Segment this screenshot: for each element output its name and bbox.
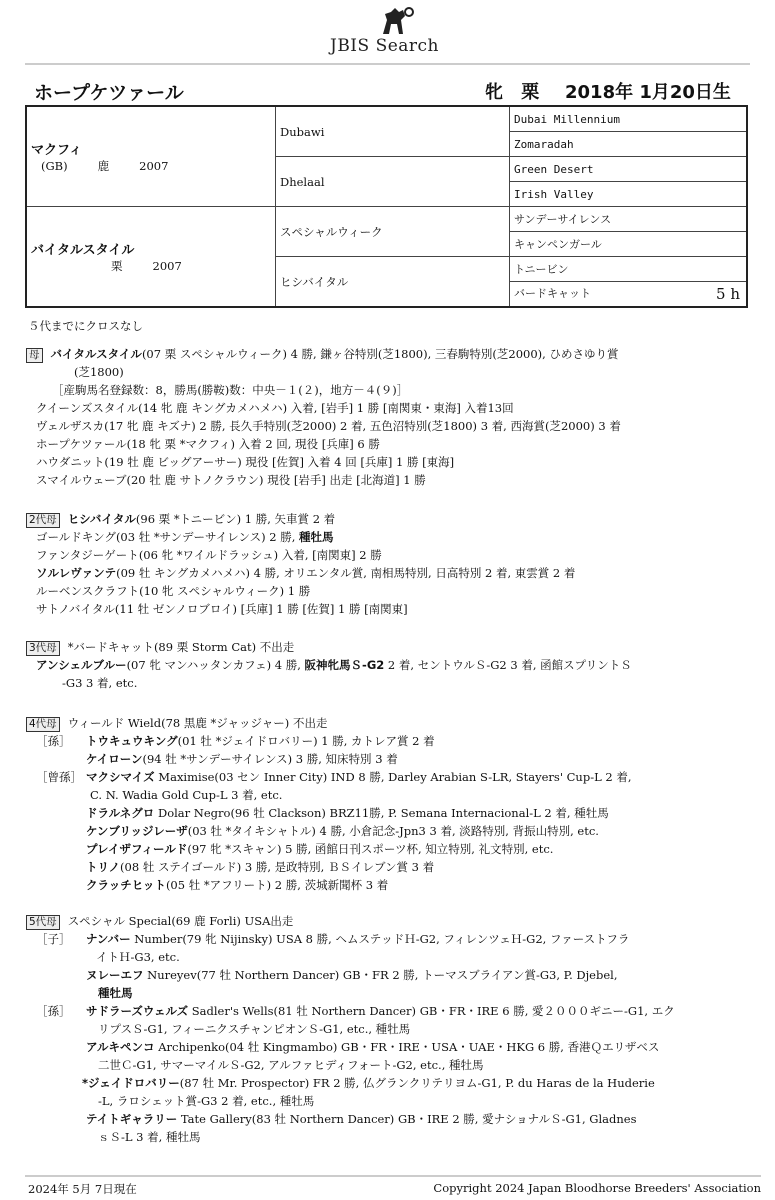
third-dam-tag: 3代母: [26, 641, 60, 656]
second-dam-tag: 2代母: [26, 513, 60, 528]
progeny-line: スマイルウェーブ(20 牡 鹿 サトノクラウン) 現役 [岩手] 出走 [北海道] 1 勝: [36, 473, 426, 487]
header-divider: [25, 63, 750, 65]
fifth-dam-name[interactable]: スペシャル Special: [67, 914, 172, 928]
progeny-line: ゴールドキング(03 牡 *サンデーサイレンス) 2 勝, 種牡馬: [36, 530, 334, 544]
dam-name[interactable]: バイタルスタイル: [31, 243, 135, 258]
progeny-line: ハウダニット(19 牡 鹿 ビッグアーサー) 現役 [佐賀] 入着 4 回 [兵庫] 1 勝 [東海]: [36, 455, 455, 469]
second-dam-section: [26, 510, 755, 618]
progeny-line: ホープケツァール(18 牝 栗 *マクフィ) 入着 2 回, 現役 [兵庫] 6 勝: [36, 437, 380, 451]
dam-desc-cont: (芝1800): [74, 365, 124, 379]
fifth-dam-section: [26, 912, 755, 1146]
third-dam-desc: (89 栗 Storm Cat) 不出走: [153, 640, 295, 654]
gen3-cell: Dubai Millennium: [510, 106, 748, 132]
sire-info: (GB) 鹿 2007: [41, 159, 169, 173]
progeny-line: ファンタジーゲート(06 牝 *ワイルドラッシュ) 入着, [南関東] 2 勝: [36, 548, 382, 562]
progeny-line: ［曾孫］ マクシマイズ Maximise(03 セン Inner City) IND 8 勝, Darley Arabian S-LR, Stayers' Cup-L 2 着,: [36, 770, 632, 784]
progeny-line: ヌレーエフ Nureyev(77 牡 Northern Dancer) GB・FR 2 勝, トーマスブライアン賞-G3, P. Djebel,: [86, 968, 618, 982]
third-dam-name[interactable]: *バードキャット: [67, 640, 154, 654]
progeny-line: クイーンズスタイル(14 牝 鹿 キングカメハメハ) 入着, [岩手] 1 勝 [南関東・東海] 入着13回: [36, 401, 514, 415]
dam-stats: ［産駒馬名登録数：8，勝馬(勝鞍)数：中央－１(２)，地方－４(９)］: [52, 383, 409, 397]
third-dam-section: [26, 638, 755, 692]
dam-desc: (07 栗 スペシャルウィーク) 4 勝, 鎌ヶ谷特別(芝1800), 三春駒特別(芝2000), ひめさゆり賞: [141, 347, 619, 361]
jbis-logo[interactable]: [330, 6, 460, 56]
progeny-line-cont: リプスＳ-G1, フィーニクスチャンピオンＳ-G1, etc., 種牡馬: [98, 1022, 411, 1036]
progeny-line-cont: イトＨ-G3, etc.: [96, 950, 180, 964]
horse-name: ホープケツァール: [34, 82, 184, 104]
progeny-line: ルーベンスクラフト(10 牝 スペシャルウィーク) 1 勝: [36, 584, 311, 598]
horse-sex-color: 牝 栗: [485, 82, 546, 103]
second-dam-name[interactable]: ヒシバイタル: [67, 512, 136, 526]
progeny-line: テイトギャラリー Tate Gallery(83 牡 Northern Dancer) GB・IRE 2 勝, 愛ナショナルＳ-G1, Gladnes: [86, 1112, 637, 1126]
fourth-dam-name[interactable]: ウィールド Wield: [67, 716, 162, 730]
gen3-name: バードキャット: [514, 287, 591, 300]
gen2-cell: Dubawi: [276, 106, 510, 157]
gen3-cell-last: [510, 282, 748, 308]
fifth-dam-desc: (69 鹿 Forli) USA出走: [171, 914, 294, 928]
progeny-line: ケンブリッジレーザ(03 牡 *タイキシャトル) 4 勝, 小倉記念-Jpn3 3 着, 淡路特別, 背振山特別, etc.: [86, 824, 599, 838]
logo-text: JBIS Search: [330, 36, 440, 56]
gen2-cell: スペシャルウィーク: [276, 207, 510, 257]
progeny-line: アンシェルブルー(07 牝 マンハッタンカフェ) 4 勝, 阪神牝馬Ｓ-G2 2 着, セントウルＳ-G2 3 着, 函館スプリントＳ: [36, 658, 632, 672]
progeny-line: サトノバイタル(11 牡 ゼンノロブロイ) [兵庫] 1 勝 [佐賀] 1 勝 [南関東]: [36, 602, 408, 616]
horse-rider-icon: [375, 6, 415, 36]
progeny-line: アルキペンコ Archipenko(04 牡 Kingmambo) GB・FR・IRE・USA・UAE・HKG 6 勝, 香港Ｑエリザベス: [86, 1040, 660, 1054]
gen3-cell: トニービン: [510, 257, 748, 282]
progeny-line: ［子］ ナンバー Number(79 牝 Nijinsky) USA 8 勝, ヘムステッドＨ-G2, フィレンツェＨ-G2, ファーストフラ: [36, 932, 630, 946]
progeny-line-cont: -L, ラロシェット賞-G3 2 着, etc., 種牡馬: [98, 1094, 315, 1108]
progeny-line-cont: -G3 3 着, etc.: [62, 676, 138, 690]
dam-info: 栗 2007: [111, 259, 182, 273]
dam-section-name[interactable]: バイタルスタイル: [50, 347, 142, 361]
progeny-line: ケイローン(94 牡 *サンデーサイレンス) 3 勝, 知床特別 3 着: [86, 752, 398, 766]
progeny-line: ヴェルザスカ(17 牝 鹿 キズナ) 2 勝, 長久手特別(芝2000) 2 着, 五色沼特別(芝1800) 3 着, 西海賞(芝2000) 3 着: [36, 419, 621, 433]
progeny-line-cont: 二世Ｃ-G1, サマーマイルＳ-G2, アルファヒディフォート-G2, etc., 種牡馬: [98, 1058, 484, 1072]
progeny-line: トリノ(08 牡 ステイゴールド) 3 勝, 是政特別, ＢＳイレブン賞 3 着: [86, 860, 435, 874]
progeny-line: クラッチヒット(05 牡 *アフリート) 2 勝, 茨城新聞杯 3 着: [86, 878, 389, 892]
fourth-dam-desc: (78 黒鹿 *ジャッジャー) 不出走: [161, 716, 328, 730]
gen2-cell: ヒシバイタル: [276, 257, 510, 308]
sire-name[interactable]: マクフィ: [31, 143, 82, 158]
gen3-cell: サンデーサイレンス: [510, 207, 748, 232]
footer-date: 2024年 5月 7日現在: [28, 1182, 137, 1196]
gen2-cell: Dhelaal: [276, 157, 510, 207]
pedigree-table: [25, 105, 748, 308]
progeny-line: ［孫］ トウキュウキング(01 牡 *ジェイドロバリー) 1 勝, カトレア賞 2 着: [36, 734, 435, 748]
dam-cell: [26, 207, 276, 308]
gen3-cell: キャンペンガール: [510, 232, 748, 257]
gen3-cell: Irish Valley: [510, 182, 748, 207]
gen3-cell: Green Desert: [510, 157, 748, 182]
fifth-dam-tag: 5代母: [26, 915, 60, 930]
progeny-line-cont: ｓＳ-L 3 着, 種牡馬: [98, 1130, 201, 1144]
sire-cell: [26, 106, 276, 207]
dam-section: [26, 345, 755, 489]
progeny-line: プレイザフィールド(97 牝 *スキャン) 5 勝, 函館日刊スポーツ杯, 知立特別, 礼文特別, etc.: [86, 842, 554, 856]
progeny-line: *ジェイドロバリー(87 牡 Mr. Prospector) FR 2 勝, 仏グランクリテリヨム-G1, P. du Haras de la Huderie: [82, 1076, 655, 1090]
fourth-dam-section: [26, 714, 755, 894]
footer-copyright: Copyright 2024 Japan Bloodhorse Breeders' Association: [433, 1181, 761, 1195]
dam-tag: 母: [26, 348, 43, 363]
progeny-line-cont: 種牡馬: [98, 986, 133, 1000]
footer-divider: [25, 1175, 761, 1177]
progeny-line: ソルレヴァンテ(09 牡 キングカメハメハ) 4 勝, オリエンタル賞, 南相馬特別, 日高特別 2 着, 東雲賞 2 着: [36, 566, 576, 580]
second-dam-desc: (96 栗 *トニービン) 1 勝, 矢車賞 2 着: [135, 512, 336, 526]
inbreed-note: 5 h: [716, 285, 740, 303]
horse-birth-date: 2018年 1月20日生: [565, 82, 731, 103]
fourth-dam-tag: 4代母: [26, 717, 60, 732]
gen3-cell: Zomaradah: [510, 132, 748, 157]
progeny-line: ［孫］ サドラーズウェルズ Sadler's Wells(81 牡 Northern Dancer) GB・FR・IRE 6 勝, 愛２０００ギニー-G1, エク: [36, 1004, 675, 1018]
progeny-line: ドラルネグロ Dolar Negro(96 牡 Clackson) BRZ11勝, P. Semana Internacional-L 2 着, 種牡馬: [86, 806, 609, 820]
progeny-line-cont: C. N. Wadia Gold Cup-L 3 着, etc.: [90, 788, 283, 802]
cross-note: ５代までにクロスなし: [28, 319, 143, 333]
